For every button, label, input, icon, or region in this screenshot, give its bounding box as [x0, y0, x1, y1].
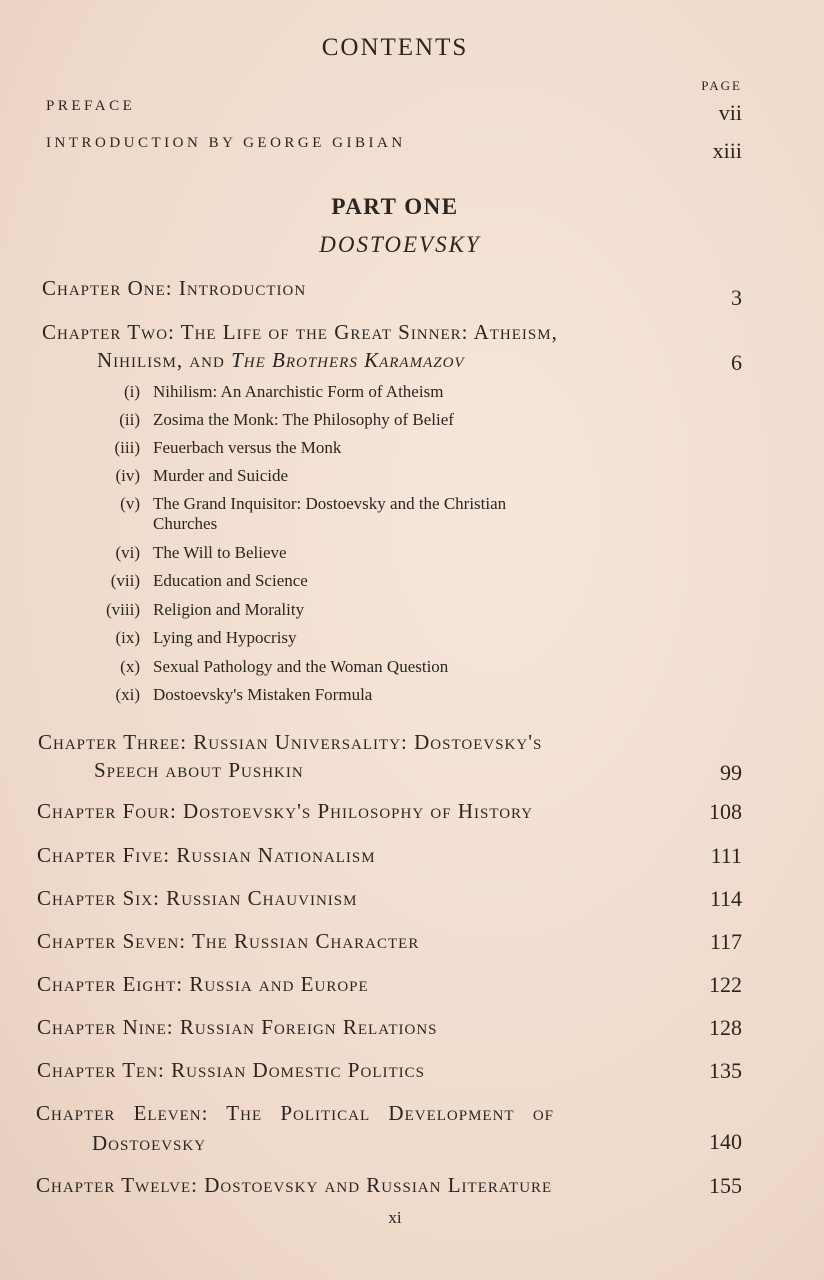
chapter-page: 122	[709, 972, 742, 997]
chapter-entry: Chapter Six: Russian Chauvinism	[37, 886, 358, 910]
section-title: Nihilism: An Anarchistic Form of Atheism	[153, 382, 444, 401]
chapter-entry: Chapter Two: The Life of the Great Sinner: Atheism,	[42, 320, 558, 344]
chapter-entry: Chapter Eleven: The Political Development of	[36, 1101, 555, 1125]
chapter-entry-continued: Dostoevsky	[92, 1131, 207, 1155]
section-title: Lying and Hypocrisy	[153, 628, 297, 647]
section-numeral: (x)	[120, 657, 140, 676]
section-title: Religion and Morality	[153, 600, 305, 619]
chapter-page: 117	[709, 929, 742, 954]
chapter-entry-continued	[97, 348, 465, 373]
chapter-text: Nihilism, and	[97, 348, 232, 372]
chapter-page: 114	[709, 886, 742, 911]
chapter-entry: Chapter Three: Russian Universality: Dostoevsky's	[38, 730, 543, 754]
part-title: PART ONE	[331, 194, 459, 219]
book-title: The Brothers Karamazov	[231, 348, 465, 372]
section-numeral: (xi)	[115, 685, 140, 704]
chapter-page: 140	[709, 1129, 742, 1154]
chapter-page: 99	[720, 760, 742, 785]
chapter-entry: Chapter Eight: Russia and Europe	[37, 972, 369, 996]
chapter-entry: Chapter Ten: Russian Domestic Politics	[37, 1058, 425, 1082]
chapter-page: 155	[709, 1173, 742, 1198]
section-title: Feuerbach versus the Monk	[153, 438, 342, 457]
part-subtitle: DOSTOEVSKY	[319, 232, 481, 257]
section-numeral: (vi)	[115, 543, 140, 562]
chapter-entry: Chapter Seven: The Russian Character	[37, 929, 420, 953]
section-numeral: (iv)	[115, 466, 140, 485]
section-title: The Grand Inquisitor: Dostoevsky and the Christian	[153, 494, 507, 513]
section-title-continued: Churches	[153, 514, 218, 533]
chapter-entry: Chapter Five: Russian Nationalism	[37, 843, 376, 867]
section-title: Sexual Pathology and the Woman Question	[153, 657, 449, 676]
section-numeral: (ix)	[115, 628, 140, 647]
front-matter-page: xiii	[712, 138, 742, 163]
chapter-page: 111	[710, 843, 742, 868]
section-numeral: (vii)	[110, 571, 140, 590]
chapter-entry: Chapter Nine: Russian Foreign Relations	[37, 1015, 438, 1039]
section-title: Murder and Suicide	[153, 466, 289, 485]
chapter-entry-continued: Speech about Pushkin	[94, 758, 304, 782]
section-title: Education and Science	[153, 571, 308, 590]
chapter-page: 3	[731, 285, 742, 310]
section-title: Dostoevsky's Mistaken Formula	[153, 685, 373, 704]
front-matter-label: PREFACE	[46, 98, 136, 114]
chapter-page: 6	[731, 350, 742, 375]
section-numeral: (iii)	[114, 438, 140, 457]
section-numeral: (v)	[120, 494, 140, 513]
chapter-page: 128	[709, 1015, 742, 1040]
chapter-page: 108	[709, 799, 742, 824]
page-title: CONTENTS	[321, 34, 469, 61]
page-number: xi	[388, 1208, 402, 1227]
section-numeral: (i)	[123, 382, 140, 401]
chapter-page: 135	[709, 1058, 742, 1083]
section-title: The Will to Believe	[153, 543, 287, 562]
section-numeral: (ii)	[119, 410, 140, 429]
page-column-header: PAGE	[701, 78, 742, 93]
front-matter-page: vii	[718, 100, 742, 125]
chapter-entry: Chapter One: Introduction	[42, 276, 307, 300]
section-title: Zosima the Monk: The Philosophy of Belief	[153, 410, 454, 429]
chapter-entry: Chapter Four: Dostoevsky's Philosophy of History	[37, 799, 534, 823]
section-numeral: (viii)	[106, 600, 140, 619]
chapter-entry: Chapter Twelve: Dostoevsky and Russian Literature	[36, 1173, 553, 1197]
front-matter-label: INTRODUCTION BY GEORGE GIBIAN	[46, 135, 406, 151]
